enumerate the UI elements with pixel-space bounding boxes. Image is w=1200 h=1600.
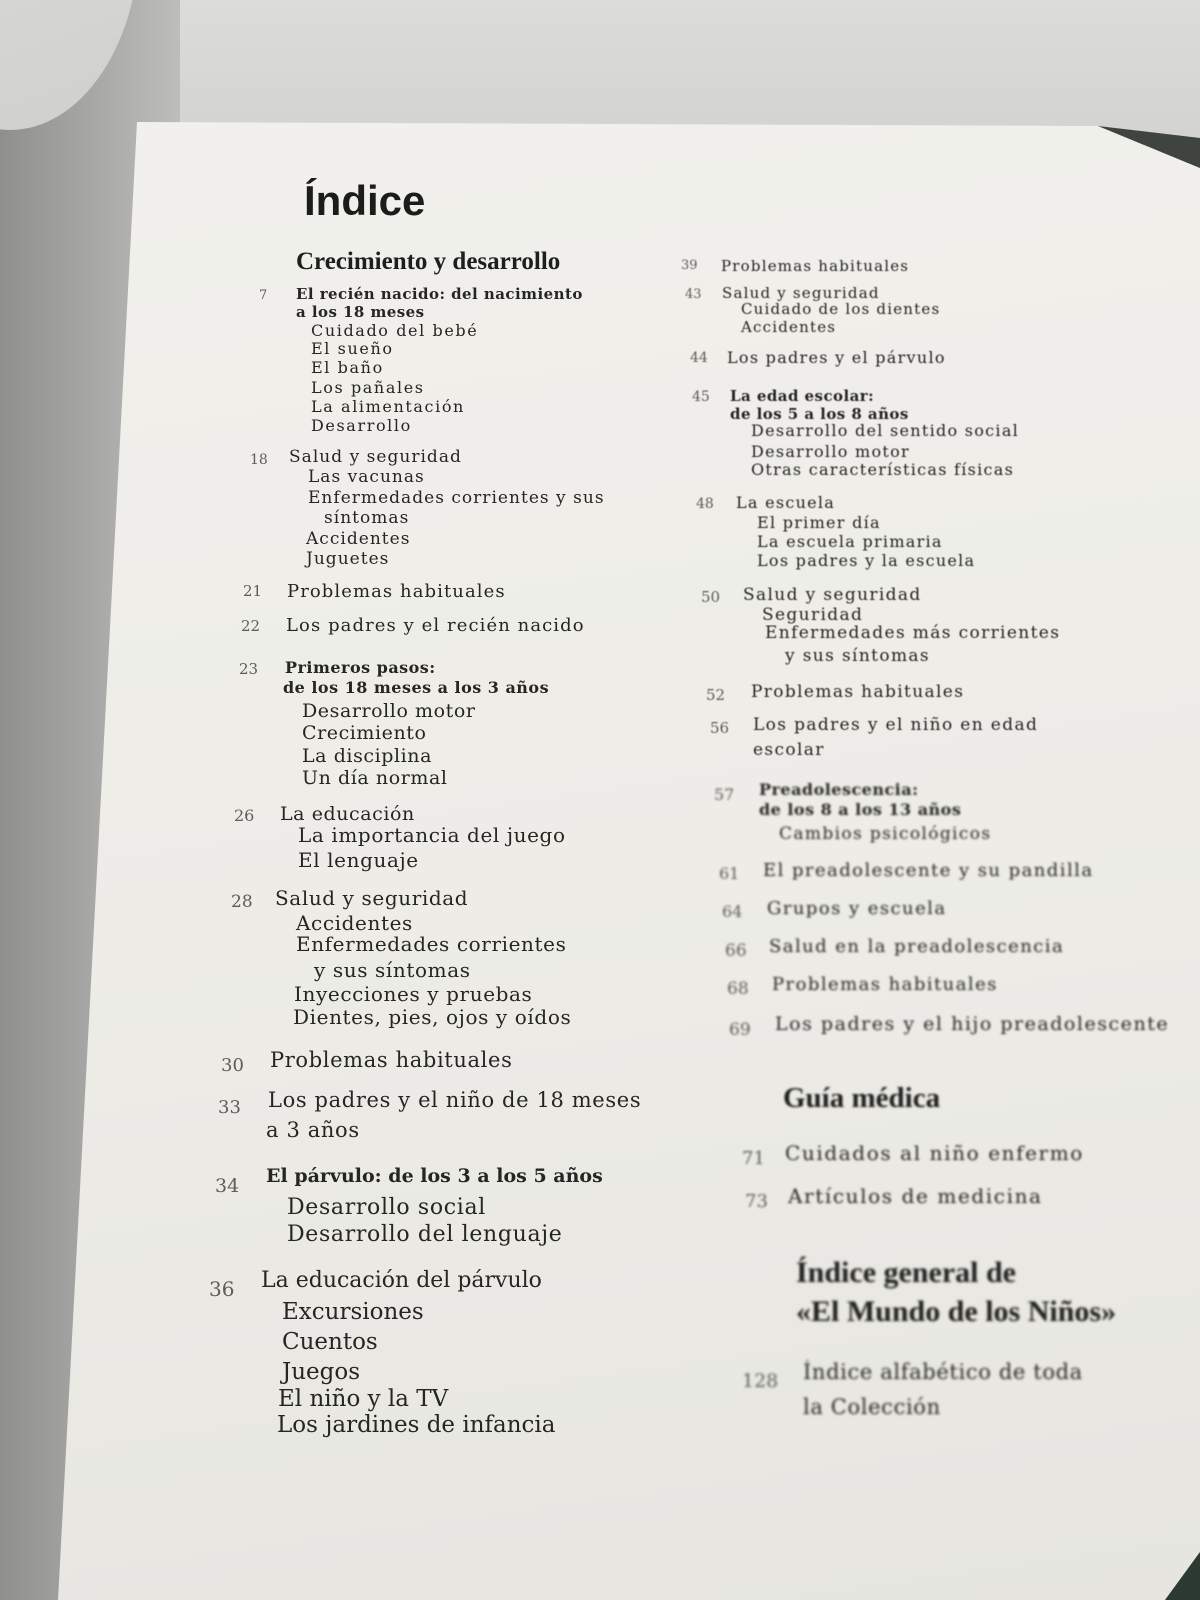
page-number: 66 [725,941,747,961]
topic: Juegos [282,1359,361,1385]
topic: Seguridad [762,605,864,625]
page-number: 22 [241,617,261,635]
topic: Accidentes [296,911,413,935]
topic: Enfermedades corrientes [296,932,567,956]
page-number: 68 [727,979,749,999]
entry-title: Salud y seguridad [289,447,462,467]
page-number: 36 [209,1277,235,1301]
entry-title: Preadolescencia: [759,780,919,799]
entry-title: Artículos de medicina [788,1184,1043,1208]
entry-title: Cuidados al niño enfermo [785,1141,1084,1165]
page-number: 33 [218,1097,241,1118]
topic: Las vacunas [308,467,425,487]
page-number: 56 [710,719,730,737]
entry-title: Los padres y el niño en edad [753,715,1039,735]
entry-title: Problemas habituales [270,1048,513,1072]
page-number: 45 [692,389,710,405]
section-heading: Índice general de [796,1256,1016,1289]
page-number: 50 [701,588,721,606]
section-heading: Crecimiento y desarrollo [296,248,561,275]
page-number: 69 [729,1020,751,1040]
entry-title: a 3 años [266,1118,360,1142]
topic: El niño y la TV [278,1386,449,1412]
page-number: 44 [690,350,708,366]
entry-title: La educación [280,803,415,825]
section-heading: «El Mundo de los Niños» [796,1295,1117,1328]
topic: Desarrollo motor [751,442,910,461]
page-number: 52 [706,686,726,704]
topic: Crecimiento [302,722,427,744]
entry-title: El recién nacido: del nacimiento [296,285,583,303]
entry-title: El preadolescente y su pandilla [763,860,1094,881]
entry-title: Problemas habituales [287,581,506,602]
entry-title: El párvulo: de los 3 a los 5 años [266,1165,603,1187]
page-number: 61 [719,864,740,883]
page-number: 18 [250,452,268,468]
entry-title: Índice alfabético de toda [803,1360,1083,1384]
topic: Desarrollo del lenguaje [287,1222,563,1247]
section-heading: Guía médica [783,1082,941,1114]
page-number: 48 [696,496,714,512]
entry-title: Salud en la preadolescencia [769,936,1065,957]
entry-title: escolar [753,740,825,760]
topic: Inyecciones y pruebas [294,982,533,1006]
page-number: 7 [259,288,268,303]
page-number: 39 [681,258,698,273]
topic: Enfermedades más corrientes [765,623,1061,643]
entry-title: de los 18 meses a los 3 años [283,678,550,697]
entry-title: Salud y seguridad [275,886,469,910]
topic: Desarrollo motor [302,700,476,722]
topic: Los pañales [311,378,425,397]
page-number: 21 [243,582,263,600]
entry-title: a los 18 meses [296,303,425,321]
entry-title: La edad escolar: [730,387,875,405]
entry-title: de los 5 a los 8 años [730,405,909,423]
topic: Otras características físicas [751,460,1015,479]
topic: La disciplina [302,745,432,767]
page-number: 30 [221,1055,244,1076]
page-number: 73 [745,1191,768,1212]
topic: Desarrollo del sentido social [751,421,1020,440]
topic: La alimentación [311,397,465,416]
entry-title: La escuela [736,493,836,512]
topic: Accidentes [741,318,837,336]
topic: La importancia del juego [298,823,566,847]
entry-title: Problemas habituales [721,257,910,275]
topic: y sus síntomas [314,958,471,982]
page-number: 71 [742,1148,765,1169]
topic: Desarrollo [311,416,412,435]
page-number: 43 [685,287,702,302]
topic: El lenguaje [298,848,419,872]
entry-title: Problemas habituales [751,682,965,702]
entry-title: Grupos y escuela [767,898,947,919]
entry-title: de los 8 a los 13 años [759,800,962,819]
entry-title: Los padres y el hijo preadolescente [775,1013,1170,1035]
topic: Enfermedades corrientes y sus [308,488,605,508]
topic: El sueño [311,339,394,358]
entry-title: Los padres y el recién nacido [286,615,585,636]
page-number: 64 [722,902,743,921]
topic: La escuela primaria [757,532,943,551]
entry-title: Salud y seguridad [722,284,880,302]
topic: Excursiones [282,1299,424,1325]
topic: y sus síntomas [785,646,931,666]
topic: Los jardines de infancia [277,1412,556,1438]
topic: El baño [311,358,384,377]
entry-title: Salud y seguridad [743,585,922,605]
topic: Cuentos [282,1329,378,1355]
topic: Cambios psicológicos [779,824,992,844]
entry-title: La educación del párvulo [261,1268,542,1293]
page-number: 26 [234,806,255,825]
page-number: 23 [239,660,259,678]
topic: Los padres y la escuela [757,551,976,570]
topic: Accidentes [306,529,411,549]
page-number: 128 [742,1370,779,1392]
topic: Juguetes [306,549,390,569]
page-title: Índice [304,177,426,224]
entry-title: Primeros pasos: [285,658,436,677]
topic: Dientes, pies, ojos y oídos [293,1005,572,1029]
page-number: 57 [714,785,735,804]
entry-title: Los padres y el párvulo [727,348,946,367]
topic: Cuidado del bebé [311,321,479,340]
topic: Cuidado de los dientes [741,300,941,318]
entry-title: Los padres y el niño de 18 meses [268,1088,642,1112]
entry-title: la Colección [803,1395,941,1419]
page-number: 34 [215,1175,240,1197]
entry-title: Problemas habituales [772,974,998,995]
topic: Desarrollo social [287,1195,486,1220]
topic: Un día normal [302,767,448,789]
topic: síntomas [324,508,410,528]
page-number: 28 [231,892,253,912]
topic: El primer día [757,513,881,532]
